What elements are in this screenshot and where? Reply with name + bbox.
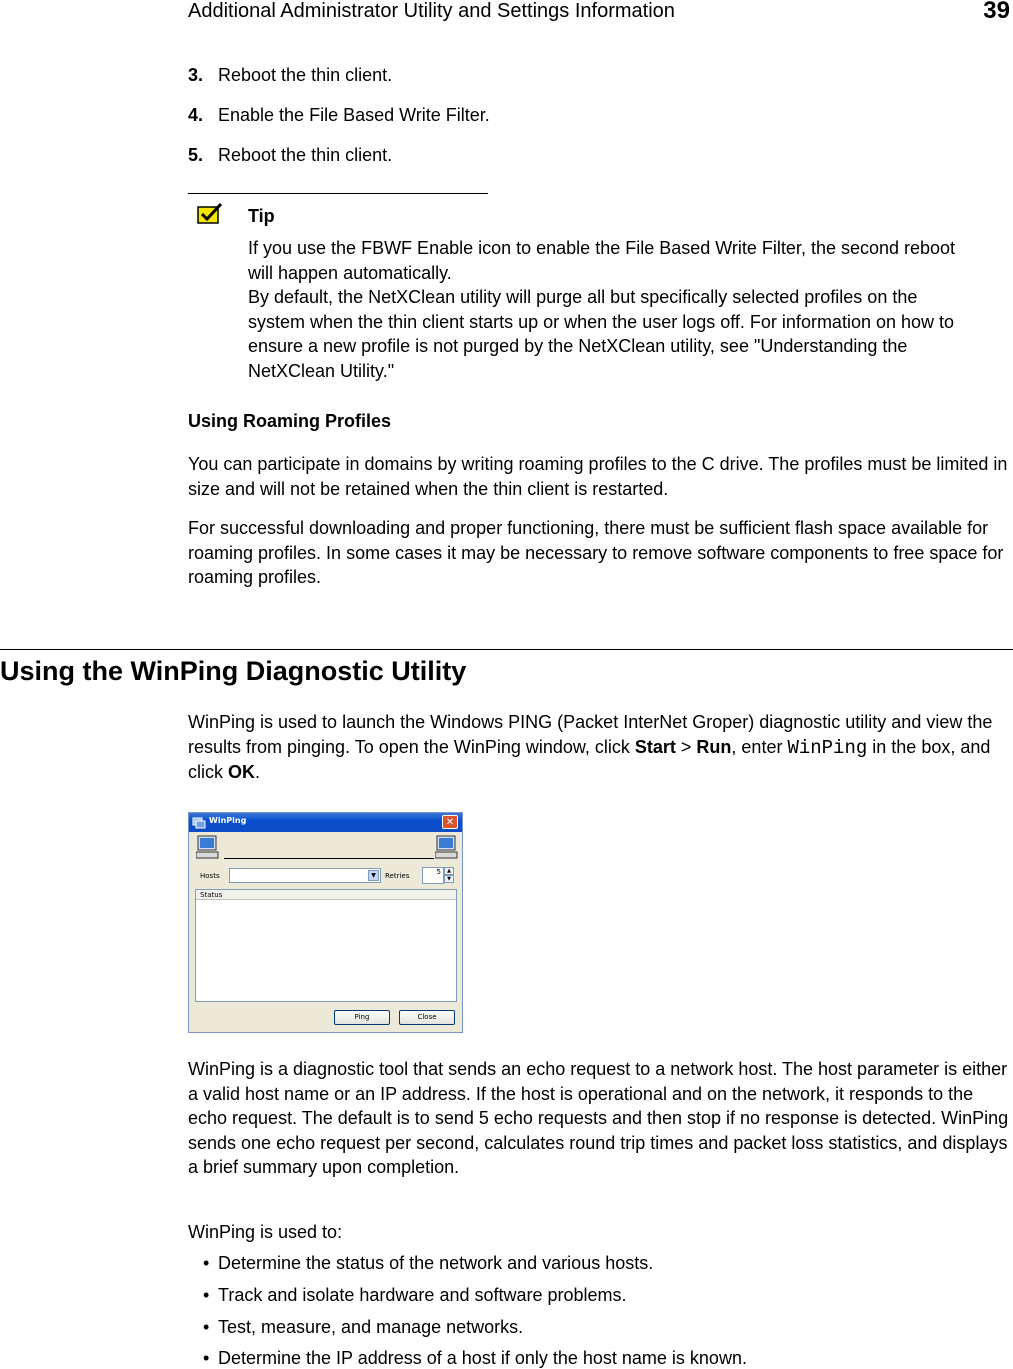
ping-button[interactable]: Ping [334,1010,390,1025]
hosts-label: Hosts [200,872,220,880]
step-number: 3. [188,65,204,85]
close-button[interactable]: Close [399,1010,455,1025]
computer-icon [196,835,220,859]
chevron-down-icon[interactable]: ▼ [368,870,379,881]
winping-window [188,812,463,1033]
step-item [188,105,490,126]
step-item [188,65,392,86]
computer-icon [192,815,206,829]
intro-text: WinPing is used to launch the Windows PING (Packet InterNet Groper) diagnostic utility and view the results from pinging. To open the WinPing window, click [188,712,993,757]
retries-label: Retries [385,872,410,880]
list-item: Track and isolate hardware and software problems. [218,1285,627,1305]
status-list[interactable] [195,889,457,1002]
tip-label: Tip [248,206,275,226]
step-item [188,145,392,166]
section-divider [0,649,1013,650]
bullet-marker: • [203,1348,210,1368]
step-text: Enable the File Based Write Filter. [218,105,490,125]
window-title: WinPing [209,816,247,825]
step-number: 4. [188,105,204,125]
intro-text: . [255,762,261,782]
list-item: Determine the status of the network and various hosts. [218,1253,654,1273]
tip-paragraph: If you use the FBWF Enable icon to enable the File Based Write Filter, the second reboot will happen automatically. [248,238,956,283]
checkbox-icon [197,202,225,226]
tip-text [248,236,968,383]
step-number: 5. [188,145,204,165]
run-keyword: Run [696,736,732,757]
winping-intro [188,710,1013,785]
roaming-heading: Using Roaming Profiles [188,411,392,431]
uses-intro: WinPing is used to: [188,1222,343,1242]
intro-text: , enter [731,736,788,757]
roaming-paragraph: For successful downloading and proper functioning, there must be sufficient flash space available for roaming profiles. In some cases it may be necessary to remove software components to free space for roaming profiles. [188,518,1004,587]
running-header: Additional Administrator Utility and Settings Information [188,0,675,22]
bullet-marker: • [203,1253,210,1273]
intro-text: in the box, and click [188,736,991,782]
section-title: Using the WinPing Diagnostic Utility [0,656,467,686]
tip-divider [188,193,488,194]
bullet-marker: • [203,1285,210,1305]
list-item: Determine the IP address of a host if only the host name is known. [218,1348,747,1368]
spin-down-icon[interactable]: ▼ [444,875,454,883]
start-keyword: Start [634,736,676,757]
command-text: WinPing [787,736,868,759]
status-column-header: Status [196,890,456,900]
spin-up-icon[interactable]: ▲ [444,867,454,875]
roaming-paragraph: You can participate in domains by writing roaming profiles to the C drive. The profiles must be limited in size and will not be retained when the thin client is restarted. [188,454,1008,499]
window-titlebar [189,813,462,832]
winping-description: WinPing is a diagnostic tool that sends an echo request to a network host. The host parameter is either a valid host name or an IP address. If the host is operational and on the network, it responds to the echo request. The default is to send 5 echo requests and then stop if no response is detected. WinPing sends one echo request per second, calculates round trip times and packet loss statistics, and displays a brief summary upon completion. [188,1059,1009,1177]
bullet-marker: • [203,1317,210,1337]
tip-paragraph: By default, the NetXClean utility will purge all but specifically selected profiles on the system when the thin client starts up or when the user logs off. For information on how to ensure a new profile is not purged by the NetXClean utility, see "Understanding the NetXClean Utility." [248,287,955,381]
hosts-combobox[interactable] [229,868,381,883]
connection-line [224,858,434,859]
list-item: Test, measure, and manage networks. [218,1317,524,1337]
step-text: Reboot the thin client. [218,145,393,165]
ok-keyword: OK [228,762,255,782]
step-text: Reboot the thin client. [218,65,393,85]
window-close-button[interactable]: ✕ [442,815,458,829]
computer-icon [435,835,459,859]
page-number: 39 [983,0,1010,24]
retries-field[interactable]: 5 [422,867,444,884]
intro-separator: > [675,736,697,757]
